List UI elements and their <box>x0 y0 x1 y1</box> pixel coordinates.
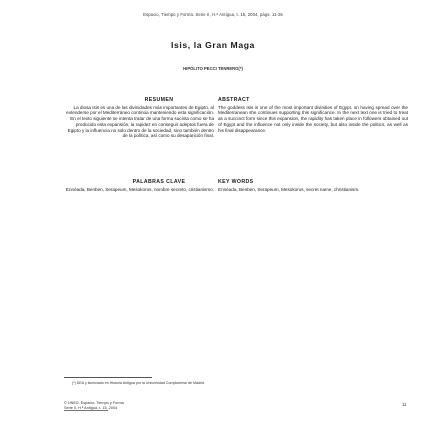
palabras-clave-text: Ennéada, Benben, Serapeum, Mesokoros, nombre secreto, cristianismo. <box>65 186 214 192</box>
key-words-section <box>218 180 408 192</box>
key-words-text: Ennéada, Benben, Serapeum, Mesokoros, secret name, christianism. <box>218 186 360 192</box>
footnote-rule <box>64 377 152 378</box>
resumen-heading: RESUMEN <box>144 97 174 103</box>
key-words-heading: KEY WORDS <box>218 179 254 185</box>
abstract-heading: ABSTRACT <box>218 97 250 103</box>
abstract-text: The goddess Isis is one of the most important divinities of Egypt, on having spread over the Mediterranean she continues supporting this significance. In the next text one is tried to treat as a succinct form since this expansion, the rapidity has taken place in followers obtained out of Egypt and the influence not only inside the society, but also inside the politics, as well as his final disappearance. <box>218 104 408 133</box>
palabras-clave-section <box>64 180 214 192</box>
imprint-line-1: © UNED. Espacio, Tiempo y Forma <box>64 401 124 405</box>
palabras-clave-heading: PALABRAS CLAVE <box>132 179 186 185</box>
running-head: Espacio, Tiempo y Forma. Serie II, H.ª Antigua, t. 15, 2004, págs. 11-26 <box>143 12 283 17</box>
resumen-text: La diosa Isis es una de las divinidades más importantes de Egipto, al extenderse por el Mediterráneo continúa manteniendo esta significación. En el texto siguiente se intenta tratar de una forma sucinta como se ha producido esta expansión, la rapidez en conseguir adeptos fuera de Egipto y la influencia no solo dentro de la sociedad, sino también dentro de la política, así como su desaparición final. <box>66 104 214 139</box>
imprint-rule <box>64 410 108 411</box>
footnote: (*) DEA y licenciado en Historia Antigua por la Universidad Complutense de Madrid. <box>72 381 206 385</box>
author-line: HIPÓLITO PECCI TENRERO(*) <box>183 66 243 71</box>
page-number: 11 <box>402 402 407 407</box>
article-title: Isis, la Gran Maga <box>171 40 255 50</box>
resumen-section <box>64 98 214 139</box>
imprint-line-2: Serie II, H.ª Antigua, t. 15, 2004 <box>64 405 118 410</box>
abstract-section <box>218 98 408 133</box>
